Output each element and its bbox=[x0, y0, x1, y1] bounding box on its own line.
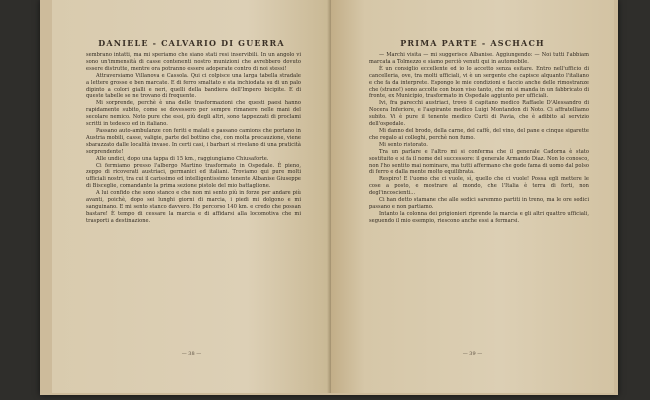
paragraph: Respiro! E l'uomo che ci vuole, sì, quello che ci vuole! Possa egli mettere le cose a posto, e mostrare al mondo, che l'Italia è terra di forti, non degl'incoscienti... bbox=[369, 176, 589, 197]
open-book bbox=[40, 0, 618, 395]
right-page bbox=[331, 0, 614, 393]
paragraph: Tra un parlare e l'altro mi si conferma che il generale Cadorna è stato sostituito e si fa il nome del successore: il generale Armando Diaz. Non lo conosco, non l'ho sentito mai nominare, ma tutti affermano che gode fama di uomo dal polso di ferro e dalla mente molto equilibrata. bbox=[369, 148, 589, 176]
paragraph: sembrano intatti, ma mi speriamo che siano stati resi inservibili. In un angolo vi sono un'immensità di casse contenenti nostro munizioni che avrebbero dovuto essere distrutte, mentre ora potranno essere adoperate contro di noi stessi! bbox=[86, 52, 301, 72]
right-page-body bbox=[369, 52, 589, 225]
paragraph: È un consiglio eccellente ed io lo accetto senza esitare. Entro nell'ufficio di cancelleria, ove, tra molti ufficiali, vi è un sergente che capisce alquanto l'italiano e che fa da interprete. Espongo le mie condizioni e faccio anche delle rimostranze che (strano!) sono accolte con buon viso tanto, che mi si manda in un fabbricato di fronte, ex Municipio, trasformato in Ospedale aggiunto per ufficiali. bbox=[369, 65, 589, 100]
paragraph: Ivi, fra parecchi austriaci, trovo il capitano medico Raffaele D'Alessandro di Nocera Inferiore, e l'aspirante medico Luigi Montandon di Noto. Ci affratelliamo subito. Vi è pure il tenente medico Curti di Pavia, che è adibito al servizio dell'ospedale. bbox=[369, 100, 589, 128]
right-page-number: — 39 — bbox=[462, 351, 483, 357]
left-page bbox=[52, 0, 331, 393]
paragraph: A lui confido che sono stanco e che non mi sento più in forze per andare più avanti, poichè, dopo sei lunghi giorni di marcia, i piedi mi dolgono e mi sanguinano. E mi sento stanco davvero. Ho percorso 140 km. e credo che possan bastare! È tempo di cessare la marcia e di affidarsi alla locomotiva che mi trasporti a destinazione. bbox=[86, 190, 301, 224]
paragraph: Passano auto-ambulanze con feriti e malati e passano camions che portano in Austria mobili, casse, valigie, parte del bottino che, con molta precauzione, viene sbarazzato dalle località invase. In certi casi, i barbari si rivelano di una praticità sorprendente! bbox=[86, 127, 301, 155]
paragraph: Intanto la colonna dei prigionieri riprende la marcia e gli altri quattro ufficiali, seguendo il mio esempio, riescono anche essi a fermarsi. bbox=[369, 210, 589, 224]
paragraph: Mi sento ristorato. bbox=[379, 141, 428, 148]
left-page-body bbox=[86, 52, 301, 225]
paragraph: Attraversiamo Villanova e Cassola. Qui ci colpisce una larga tabella stradale a lettere grosse e ben marcate. E di ferro smaltato e sta inchiodata su di un palo dipinto a colori gialli e neri, quelli della bandiera dell'Impero bicipite. E di queste tabelle se ne trovano di frequente. bbox=[86, 72, 301, 100]
paragraph: Ci fermiamo presso l'albergo Martino trasformato in Ospedale. È pieno, zeppo di ricoverati austriaci, germanici ed italiani. Troviamo qui pure molti ufficiali nostri, tra cui il carissimo ed intelligentissimo tenente Albanise Giuseppe di Bisceglie, comandante la prima sezione pistole del mio battaglione. bbox=[86, 162, 301, 190]
right-running-header: PRIMA PARTE - ASCHACH bbox=[400, 38, 545, 48]
paragraph: Alle undici, dopo una tappa di 15 km., raggiungiamo Chiusaforte. bbox=[96, 155, 269, 162]
left-page-number: — 38 — bbox=[181, 351, 202, 357]
left-running-header: DANIELE - CALVARIO DI GUERRA bbox=[98, 38, 285, 48]
paragraph: Mi danno del brodo, della carne, del caffè, del vino, del pane e cinque sigarette che regalo ai colleghi, perchè non fumo. bbox=[369, 127, 589, 141]
paragraph: Ci han detto stamane che alle sedici saremmo partiti in treno, ma le ore sedici passano e non partiamo. bbox=[369, 197, 589, 210]
paragraph: — Marchi visita — mi suggerisce Albanise. Aggiungendo: — Noi tutti l'abbiam marcata a Tolmezzo e siamo perciò venuti qui in automobile. bbox=[369, 52, 589, 65]
paragraph: Mi sorprende, perchè è una delle trasformazioni che questi paesi hanno rapidamente subito, come se dovessero per sempre rimanere nelle mani del secolare nemico. Noto pure che essi, più degli altri, sono tappezzati di proclami scritti in tedesco ed in italiano. bbox=[86, 100, 301, 128]
